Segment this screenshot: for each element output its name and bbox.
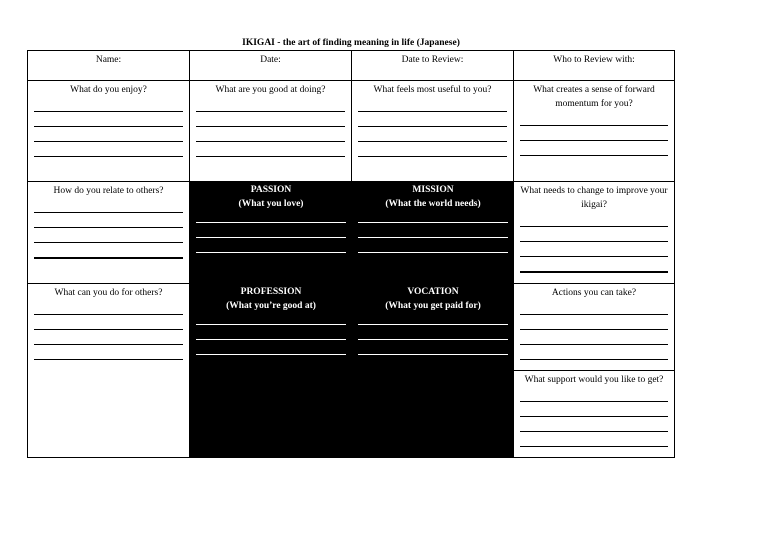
momentum-question: What creates a sense of forward momentum for you? xyxy=(533,85,655,109)
good-at-question: What are you good at doing? xyxy=(215,85,326,95)
date-field[interactable]: Date: xyxy=(190,51,352,81)
reviewer-field[interactable]: Who to Review with: xyxy=(514,51,674,81)
passion-subtitle: (What you love) xyxy=(238,199,304,209)
vocation-title: VOCATION xyxy=(407,287,459,297)
useful-question: What feels most useful to you? xyxy=(373,85,492,95)
ikigai-dark-panel xyxy=(190,182,514,457)
answer-lines[interactable] xyxy=(520,387,668,447)
mission-quadrant[interactable] xyxy=(352,182,514,284)
enjoy-question: What do you enjoy? xyxy=(70,85,147,95)
answer-lines[interactable] xyxy=(520,212,668,273)
answer-lines[interactable] xyxy=(34,198,183,259)
momentum-cell[interactable] xyxy=(514,81,674,182)
profession-title: PROFESSION xyxy=(240,287,302,297)
answer-lines[interactable] xyxy=(520,111,668,156)
answer-lines[interactable] xyxy=(34,300,183,360)
answer-lines[interactable] xyxy=(520,300,668,360)
actions-cell[interactable] xyxy=(514,284,674,371)
enjoy-cell[interactable] xyxy=(28,81,190,182)
relate-cell[interactable] xyxy=(28,182,190,284)
passion-title: PASSION xyxy=(250,185,292,195)
good-at-cell[interactable] xyxy=(190,81,352,182)
relate-question: How do you relate to others? xyxy=(53,186,164,196)
mission-subtitle: (What the world needs) xyxy=(385,199,481,209)
profession-quadrant[interactable] xyxy=(190,284,352,457)
vocation-subtitle: (What you get paid for) xyxy=(385,301,481,311)
passion-lines[interactable] xyxy=(196,208,346,253)
answer-lines[interactable] xyxy=(196,97,345,157)
actions-question: Actions you can take? xyxy=(551,288,637,298)
mission-lines[interactable] xyxy=(358,208,508,253)
support-question: What support would you like to get? xyxy=(524,375,664,385)
passion-quadrant[interactable] xyxy=(190,182,352,284)
support-cell[interactable] xyxy=(514,371,674,457)
do-for-others-question: What can you do for others? xyxy=(54,288,163,298)
useful-cell[interactable] xyxy=(352,81,514,182)
profession-subtitle: (What you’re good at) xyxy=(226,301,316,311)
change-question: What needs to change to improve your ikigai? xyxy=(520,186,668,210)
change-cell[interactable] xyxy=(514,182,674,284)
review-date-field[interactable]: Date to Review: xyxy=(352,51,514,81)
profession-lines[interactable] xyxy=(196,310,346,355)
vocation-quadrant[interactable] xyxy=(352,284,514,457)
answer-lines[interactable] xyxy=(358,97,507,157)
vocation-lines[interactable] xyxy=(358,310,508,355)
name-field[interactable]: Name: xyxy=(28,51,190,81)
mission-title: MISSION xyxy=(412,185,454,195)
answer-lines[interactable] xyxy=(34,97,183,157)
do-for-others-cell[interactable] xyxy=(28,284,190,457)
ikigai-worksheet-grid xyxy=(27,50,675,458)
worksheet-title: IKIGAI - the art of finding meaning in life (Japanese) xyxy=(242,38,460,48)
